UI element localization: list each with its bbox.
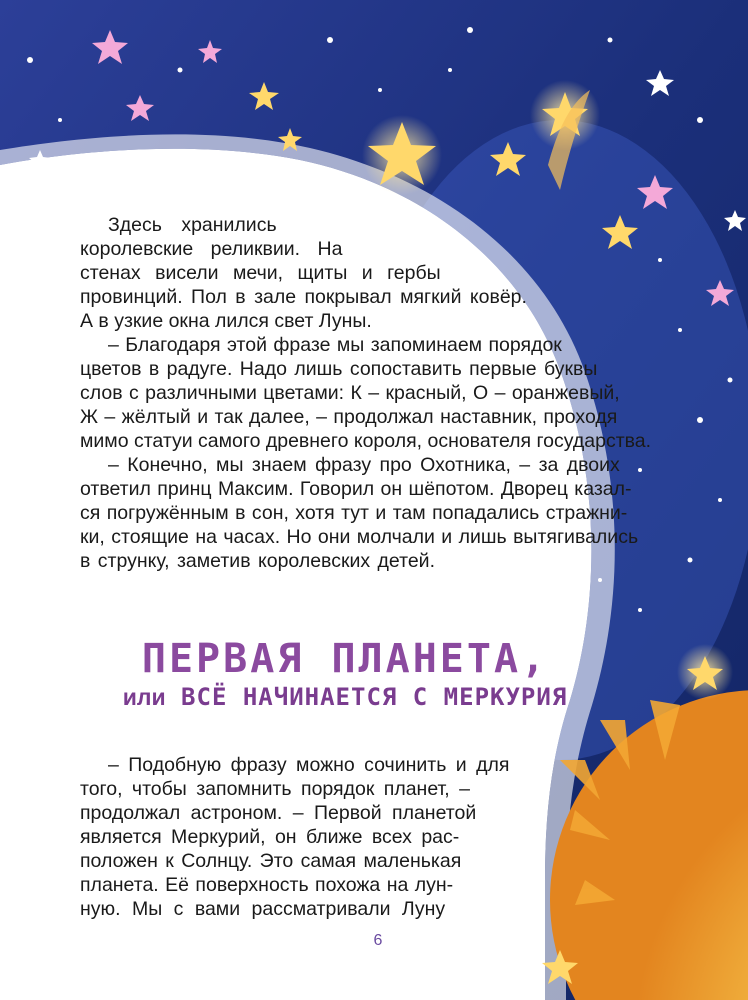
text-line: Здесь хранились bbox=[108, 214, 277, 236]
text-line: в струнку, заметив королевских детей. bbox=[80, 550, 435, 572]
text-line: Ж – жёлтый и так далее, – продолжал наставник, проходя bbox=[80, 406, 618, 428]
text-line: королевские реликвии. На bbox=[80, 238, 343, 260]
text-line: цветов в радуге. Надо лишь сопоставить первые буквы bbox=[80, 358, 598, 380]
text-line: ся погружённым в сон, хотя тут и там попадались стражни- bbox=[80, 502, 628, 524]
chapter-title: ПЕРВАЯ ПЛАНЕТА, bbox=[141, 636, 549, 682]
text-line: мимо статуи самого древнего короля, основателя государства. bbox=[80, 430, 652, 452]
text-line: является Меркурий, он ближе всех рас- bbox=[80, 826, 460, 848]
text-line: ки, стоящие на часах. Но они молчали и лишь вытягивались bbox=[80, 526, 639, 548]
text-line: продолжал астроном. – Первой планетой bbox=[80, 802, 477, 824]
text-line: слов с различными цветами: К – красный, О – оранжевый, bbox=[80, 382, 620, 404]
chapter-subtitle bbox=[0, 683, 690, 711]
page-number: 6 bbox=[373, 932, 383, 949]
text-line: ответил принц Максим. Говорил он шёпотом. Дворец казал- bbox=[80, 478, 632, 500]
subtitle-main: ВСЁ НАЧИНАЕТСЯ С МЕРКУРИЯ bbox=[181, 683, 568, 711]
text-line: стенах висели мечи, щиты и гербы bbox=[80, 262, 441, 284]
text-line: провинций. Пол в зале покрывал мягкий ковёр. bbox=[80, 286, 527, 308]
text-line: планета. Её поверхность похожа на лун- bbox=[80, 874, 454, 896]
text-line: ную. Мы с вами рассматривали Луну bbox=[80, 898, 446, 920]
text-line: – Благодаря этой фразе мы запоминаем порядок bbox=[108, 334, 562, 356]
text-line: – Конечно, мы знаем фразу про Охотника, – за двоих bbox=[108, 454, 620, 476]
text-line: того, чтобы запомнить порядок планет, – bbox=[80, 778, 470, 800]
subtitle-prefix: или bbox=[122, 684, 166, 710]
text-line: – Подобную фразу можно сочинить и для bbox=[108, 754, 510, 776]
text-line: положен к Солнцу. Это самая маленькая bbox=[80, 850, 462, 872]
text-line: А в узкие окна лился свет Луны. bbox=[80, 310, 372, 332]
